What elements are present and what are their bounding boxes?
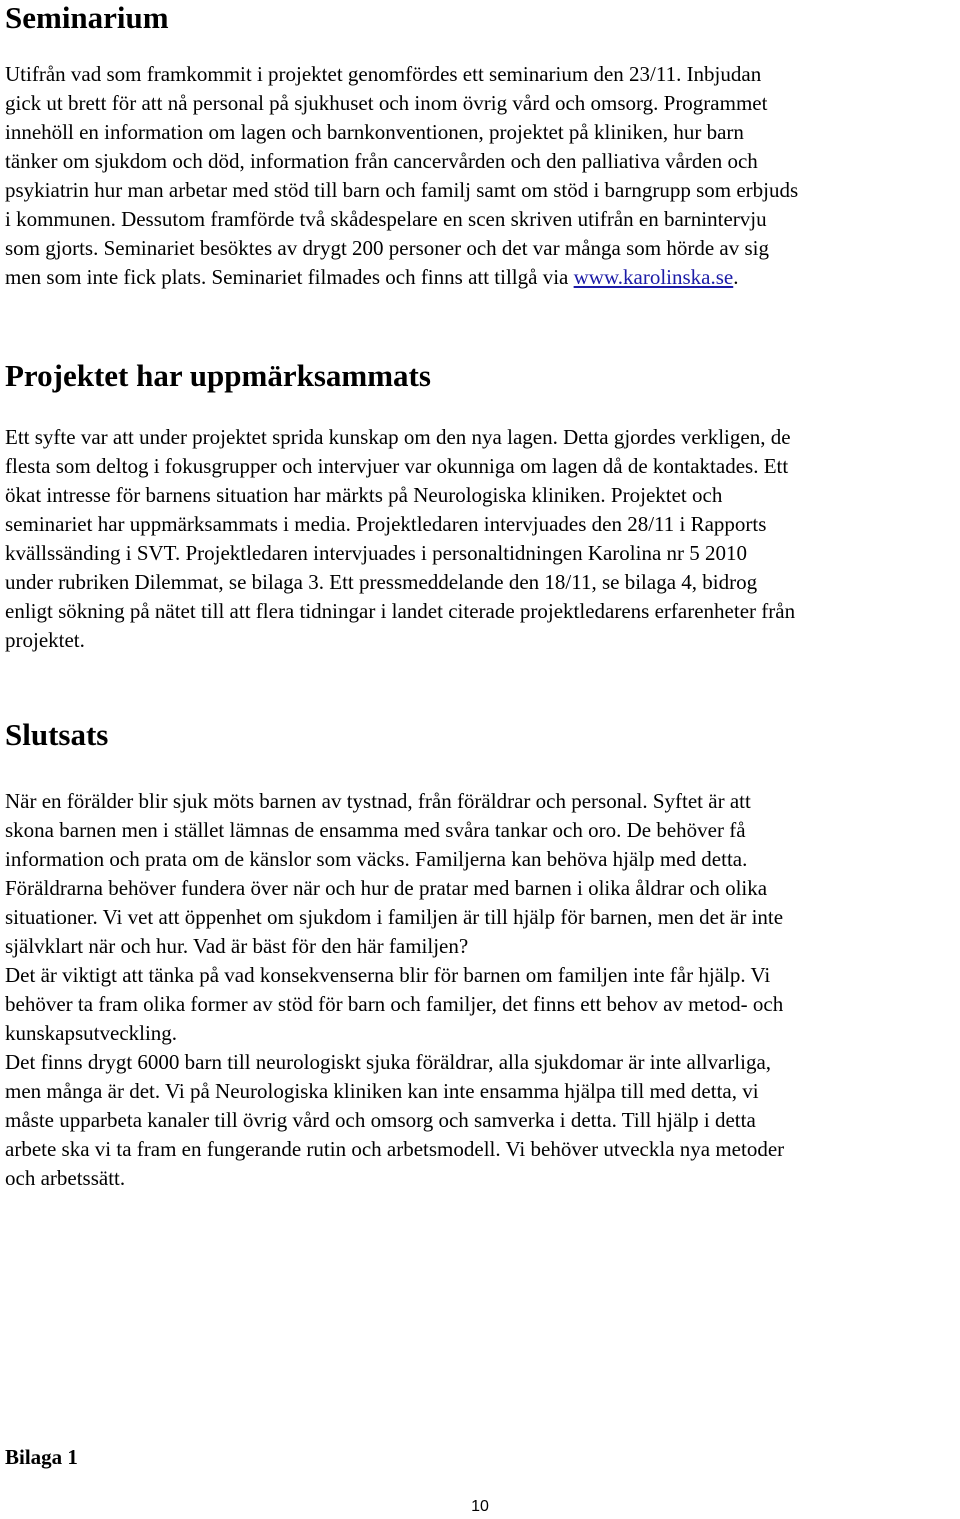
text-line: kunskapsutveckling. [5, 1021, 178, 1045]
text-line: kvällssänding i SVT. Projektledaren intervjuades i personaltidningen Karolina nr 5 2010 [5, 541, 748, 565]
text-line: information och prata om de känslor som väcks. Familjerna kan behöva hjälp med detta. [5, 847, 748, 871]
heading-seminarium: Seminarium [5, 0, 169, 35]
text-line: ökat intresse för barnens situation har märkts på Neurologiska kliniken. Projektet och [5, 483, 723, 507]
heading-slutsats: Slutsats [5, 717, 109, 752]
text-line: måste upparbeta kanaler till övrig vård och omsorg och samverka i detta. Till hjälp i detta [5, 1108, 756, 1132]
text-line: Det finns drygt 6000 barn till neurologiskt sjuka föräldrar, alla sjukdomar är inte allvarliga, [5, 1050, 772, 1074]
text-line: i kommunen. Dessutom framförde två skådespelare en scen skriven utifrån en barnintervju [5, 207, 767, 231]
page-number: 10 [471, 1498, 489, 1515]
text-line: Utifrån vad som framkommit i projektet genomfördes ett seminarium den 23/11. Inbjudan [5, 62, 762, 86]
text-line: som gjorts. Seminariet besöktes av drygt 200 personer och det var många som hörde av sig [5, 236, 769, 260]
text-line: situationer. Vi vet att öppenhet om sjukdom i familjen är till hjälp för barnen, men det är inte [5, 905, 784, 929]
text-line: psykiatrin hur man arbetar med stöd till barn och familj samt om stöd i barngrupp som erbjuds [5, 178, 799, 202]
text-line: projektet. [5, 628, 85, 652]
paragraph-seminarium [5, 60, 960, 292]
text-line: enligt sökning på nätet till att flera tidningar i landet citerade projektledarens erfarenheter från [5, 599, 796, 623]
karolinska-link[interactable]: www.karolinska.se [573, 265, 734, 289]
text-line-with-link [5, 263, 960, 292]
text-line: arbete ska vi ta fram en fungerande rutin och arbetsmodell. Vi behöver utveckla nya metoder [5, 1137, 785, 1161]
text-line: skona barnen men i stället lämnas de ensamma med svåra tankar och oro. De behöver få [5, 818, 746, 842]
text-line: Ett syfte var att under projektet sprida kunskap om den nya lagen. Detta gjordes verkligen, de [5, 425, 791, 449]
text-line: självklart när och hur. Vad är bäst för den här familjen? [5, 934, 469, 958]
paragraph-uppmarksammats [5, 423, 960, 655]
text-line: gick ut brett för att nå personal på sjukhuset och inom övrig vård och omsorg. Programmet [5, 91, 768, 115]
text-line: och arbetssätt. [5, 1166, 126, 1190]
text-line: behöver ta fram olika former av stöd för barn och familjer, det finns ett behov av metod- och [5, 992, 784, 1016]
text-line: seminariet har uppmärksammats i media. Projektledaren intervjuades den 28/11 i Rapports [5, 512, 767, 536]
text-line: Föräldrarna behöver fundera över när och hur de pratar med barnen i olika åldrar och olika [5, 876, 768, 900]
paragraph-slutsats [5, 787, 960, 1193]
text-line: men många är det. Vi på Neurologiska kliniken kan inte ensamma hjälpa till med detta, vi [5, 1079, 759, 1103]
text-line: under rubriken Dilemmat, se bilaga 3. Ett pressmeddelande den 18/11, se bilaga 4, bidrog [5, 570, 758, 594]
text-line: tänker om sjukdom och död, information från cancervården och den palliativa vården och [5, 149, 758, 173]
text-line-prefix: men som inte fick plats. Seminariet filmades och finns att tillgå via [5, 265, 574, 289]
bilaga-label: Bilaga 1 [5, 1445, 78, 1469]
text-line: flesta som deltog i fokusgrupper och intervjuer var okunniga om lagen då de kontaktades. Ett [5, 454, 789, 478]
text-line: När en förälder blir sjuk möts barnen av tystnad, från föräldrar och personal. Syftet är att [5, 789, 751, 813]
text-line-suffix: . [733, 265, 739, 289]
text-line: innehöll en information om lagen och barnkonventionen, projektet på kliniken, hur barn [5, 120, 744, 144]
heading-uppmarksammats: Projektet har uppmärksammats [5, 358, 431, 393]
text-line: Det är viktigt att tänka på vad konsekvenserna blir för barnen om familjen inte får hjälp. Vi [5, 963, 771, 987]
